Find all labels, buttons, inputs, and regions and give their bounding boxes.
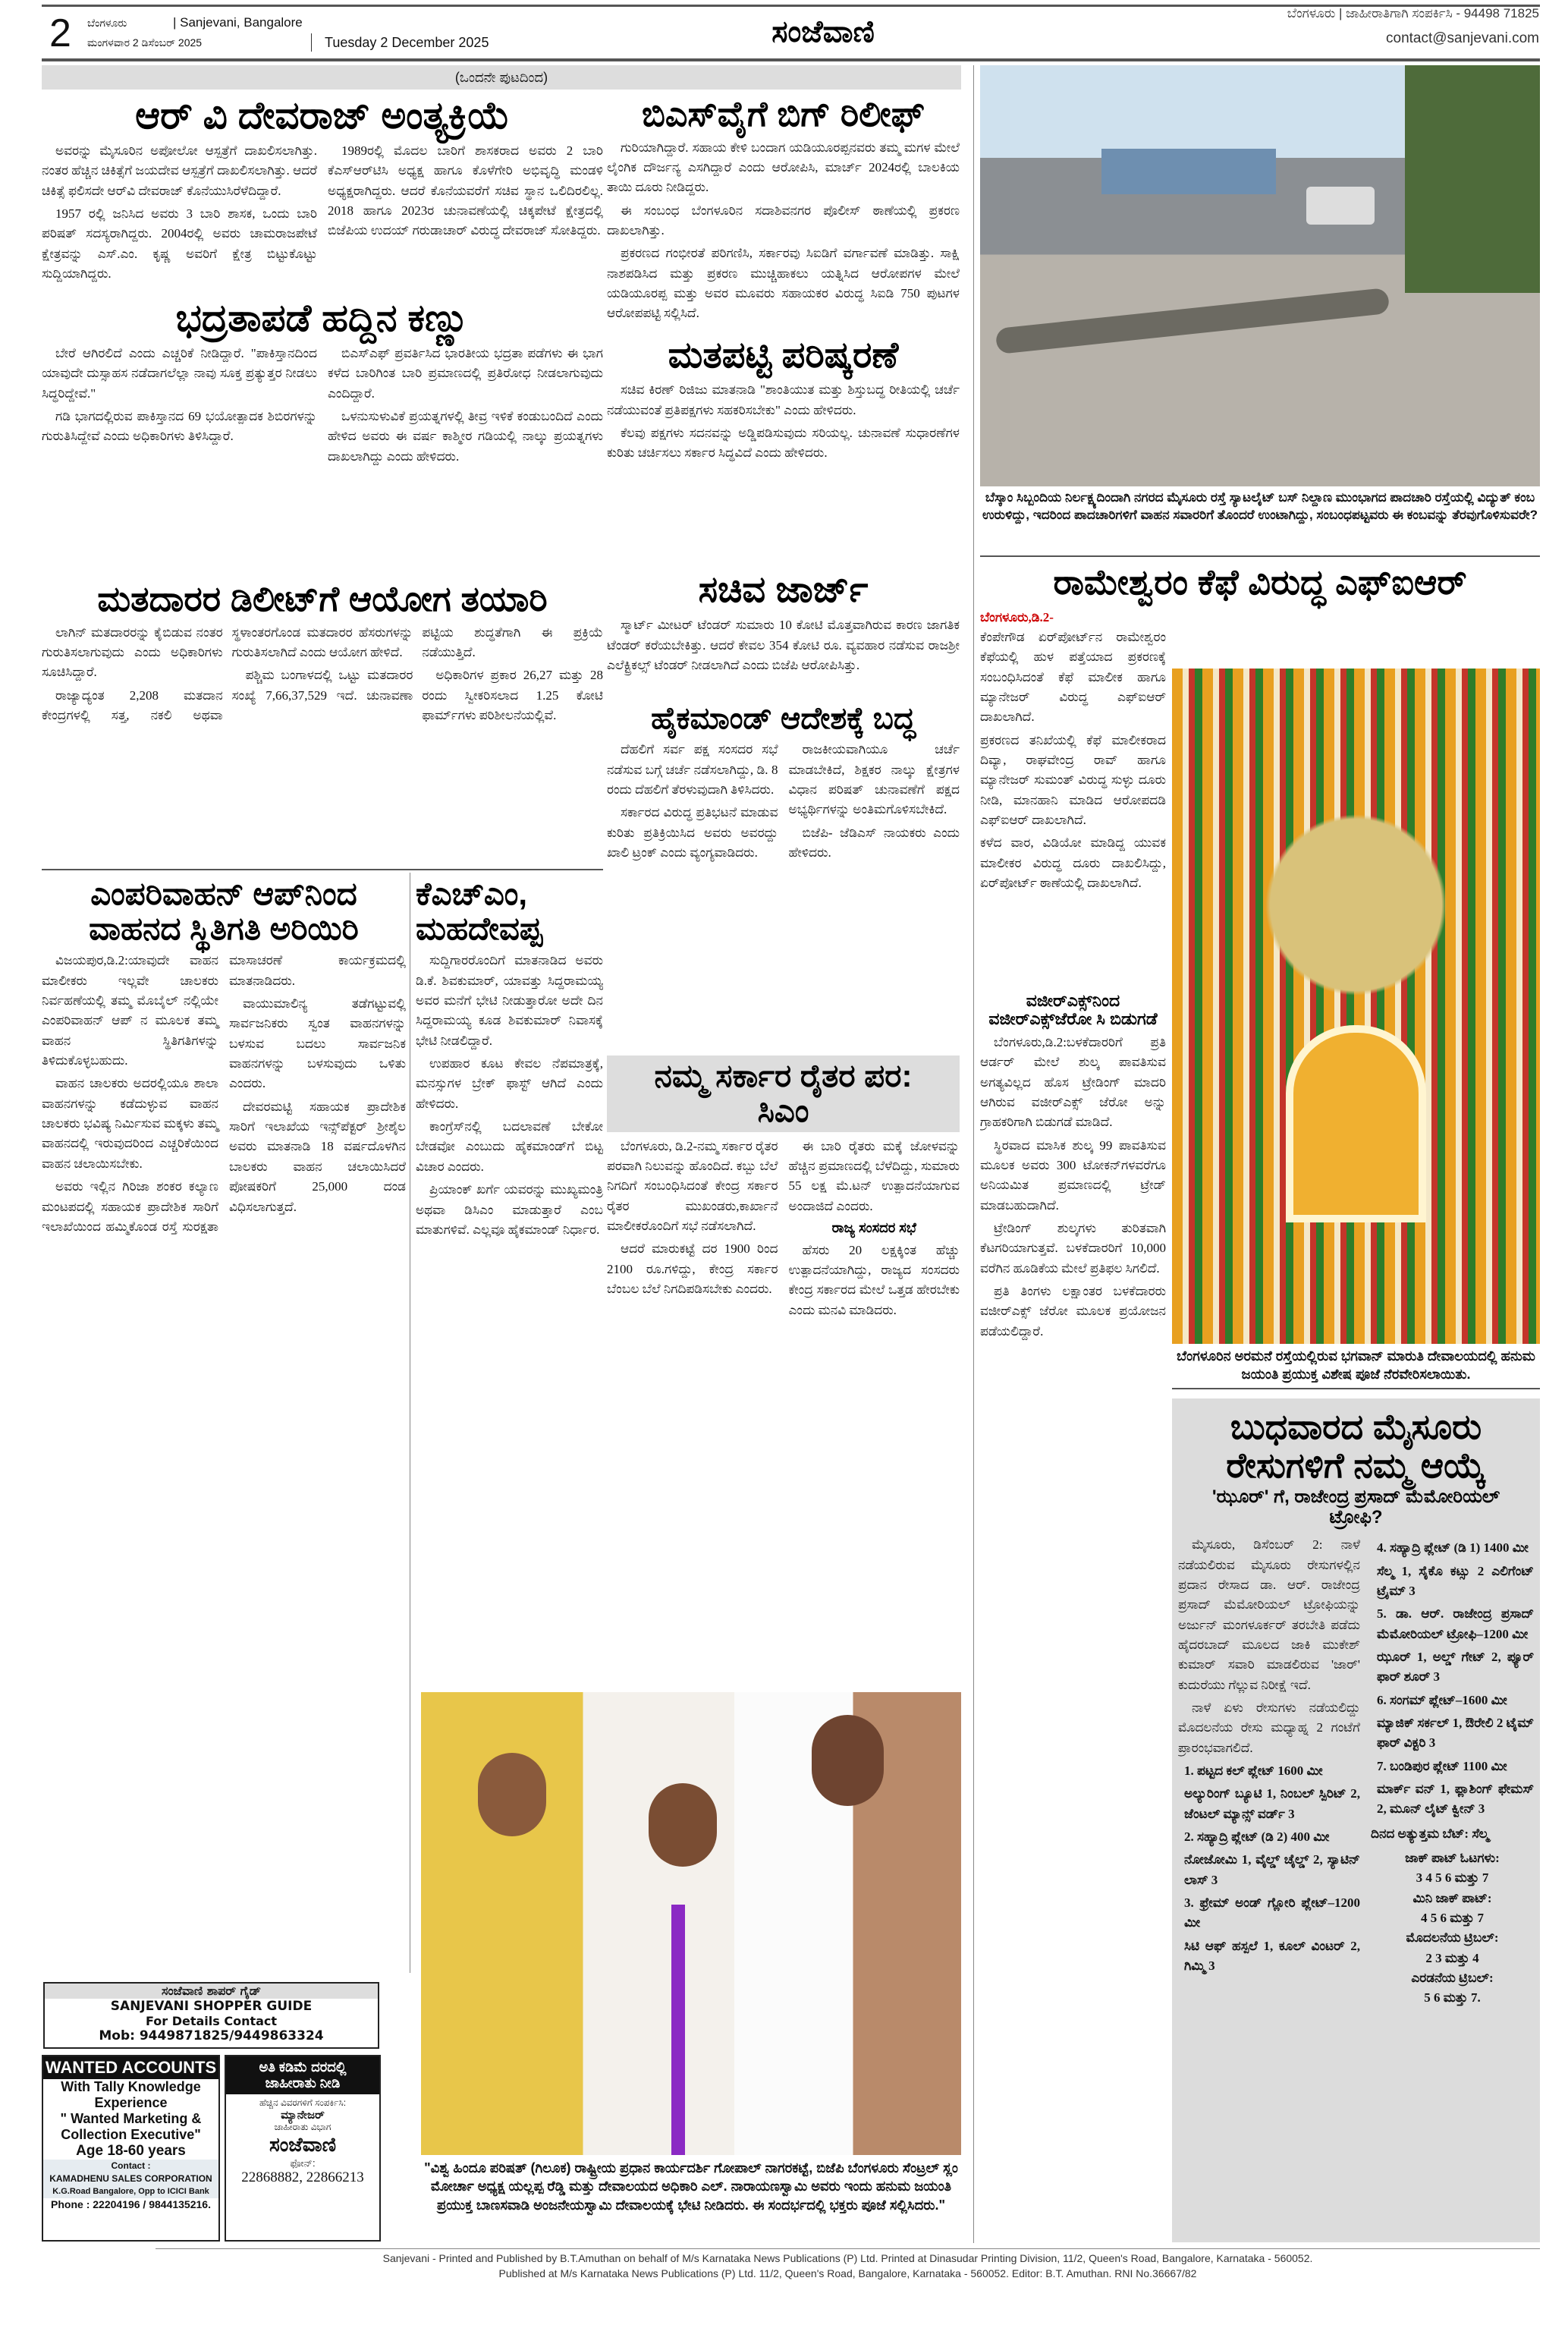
race-name: 3. ಫ್ರೇಮ್ ಅಂಡ್ ಗ್ಲೋರಿ ಪ್ಲೇಟ್–1200 ಮೀ [1184,1896,1360,1930]
wanted-line: " Wanted Marketing & [60,2111,202,2126]
paragraph: 1957 ರಲ್ಲಿ ಜನಿಸಿದ ಅವರು 3 ಬಾರಿ ಶಾಸಕ, ಒಂದು ಬಾರಿ ಪರಿಷತ್ ಸದಸ್ಯರಾಗಿದ್ದರು. 2004ರಲ್ಲಿ ಅವರು ಚಾಮರಾಜಪೇಟೆ ಕ್ಷೇತ್ರವನ್ನು ಎಸ್.ಎಂ. ಕೃಷ್ಣ ಅವರಿಗೆ ಕ್ಷೇತ್ರ ಬಿಟ್ಟುಕೊಟ್ಟು ಸುದ್ದಿಯಾಗಿದ್ದರು. [42,206,317,282]
paragraph: ಬೆಂಗಳೂರು, ಡಿ.2-ನಮ್ಮ ಸರ್ಕಾರ ರೈತರ ಪರವಾಗಿ ನಿಲುವನ್ನು ಹೊಂದಿದೆ. ಕಬ್ಬು ಬೆಲೆ ನಿಗದಿಗೆ ಸಂಬಂಧಿಸಿದಂತೆ ಕೇಂದ್ರ ಸರ್ಕಾರ ರೈತರ ಮುಖಂಡರು,ಕಾರ್ಖಾನೆ ಮಾಲೀಕರೊಂದಿಗೆ ಸಭೆ ನಡೆಸಲಾಗಿದೆ. [607,1138,778,1233]
temple-photo-caption: ಬೆಂಗಳೂರಿನ ಅರಮನೆ ರಸ್ತೆಯಲ್ಲಿರುವ ಭಗವಾನ್ ಮಾರುತಿ ದೇವಾಲಯದಲ್ಲಿ ಹನುಮ ಜಯಂತಿ ಪ್ರಯುಕ್ತ ವಿಶೇಷ ಪೂಜೆ ನೆರವೇರಿಸಲಾಯಿತು. [1177,1348,1535,1382]
paragraph: ವಾಹನ ಚಾಲಕರು ಅದರಲ್ಲಿಯೂ ಶಾಲಾ ವಾಹನಗಳನ್ನು ಕಡೆದುಳ್ಳುವ ವಾಹನ ಚಾಲಕರು ಭವಿಷ್ಯ ನಿರ್ಮಿಸುವ ಮಕ್ಕಳು ತಮ್ಮ ವಾಹನದಲ್ಲಿ ಇರುವುದರಿಂದ ಎಚ್ಚರಿಕೆಯಿಂದ ವಾಹನ ಚಲಾಯಿಸಬೇಕು. [42,1076,218,1171]
paragraph: ದೇವರಮಟ್ಟಿ ಸಹಾಯಕ ಪ್ರಾದೇಶಿಕ ಸಾರಿಗೆ ಇಲಾಖೆಯ ಇನ್ಸ್‌ಪೆಕ್ಟರ್ ಶ್ರೀಶೈಲ ಅವರು ಮಾತನಾಡಿ 18 ವರ್ಷದೊಳಗಿನ ಬಾಲಕರು ವಾಹನ ಚಲಾಯಿಸಿದರೆ ಪೋಷಕರಿಗೆ 25,000 ದಂಡ ವಿಧಿಸಲಾಗುತ್ತದೆ. [229,1099,406,1214]
dateline: ಬೆಂಗಳೂರು,ಡಿ.2- [980,609,1054,625]
paragraph: ಗಡಿ ಭಾಗದಲ್ಲಿರುವ ಪಾಕಿಸ್ತಾನದ 69 ಭಯೋತ್ಪಾದಕ ಶಿಬಿರಗಳನ್ನು ಗುರುತಿಸಿದ್ದೇವೆ ಎಂದು ಅಧಿಕಾರಿಗಳು ತಿಳಿಸಿದ್ದಾರೆ. [42,409,317,444]
paragraph: ವಾಯುಮಾಲಿನ್ಯ ತಡೆಗಟ್ಟುವಲ್ಲಿ ಸಾರ್ವಜನಿಕರು ಸ್ವಂತ ವಾಹನಗಳನ್ನು ಬಳಸುವ ಬದಲು ಸಾರ್ವಜನಿಕ ವಾಹನಗಳನ್ನು ಬಳಸುವುದು ಒಳಿತು ಎಂದರು. [229,996,406,1091]
ad-contact: ಬೆಂಗಳೂರು | ಜಾಹೀರಾತಿಗಾಗಿ ಸಂಪರ್ಕಿಸಿ - 94498 71825 [1287,6,1539,20]
car [1306,187,1375,225]
wanted-line: With Tally Knowledge [61,2079,201,2094]
best-bet: ದಿನದ ಅತ್ಯುತ್ತಮ ಬೆಟ್: ಸೆಲ್ಮ [1371,1826,1489,1841]
shopper-title-kn: ಸಂಜೆವಾಣಿ ಶಾಪರ್ ಗೈಡ್ [45,1984,378,1999]
paragraph: ಆದರೆ ಮಾರುಕಟ್ಟೆ ದರ 1900 ರಿಂದ 2100 ರೂ.ಗಳಿದ್ದು, ಕೇಂದ್ರ ಸರ್ಕಾರ ಬೆಂಬಲ ಬೆಲೆ ನಿಗದಿಪಡಿಸಬೇಕು ಎಂದರು. [607,1241,778,1296]
paragraph: ವಿಜಯಪುರ,ಡಿ.2:ಯಾವುದೇ ವಾಹನ ಮಾಲೀಕರು ಇಲ್ಲವೇ ಚಾಲಕರು ನಿರ್ವಹಣೆಯಲ್ಲಿ ತಮ್ಮ ಮೊಬೈಲ್ ನಲ್ಲಿಯೇ ಎಂಪರಿವಾಹನ್ ಆಪ್ ನ ಮೂಲಕ ತಮ್ಮ ವಾಹನ ಸ್ಥಿತಿಗತಿಗಳನ್ನು ತಿಳಿದುಕೊಳ್ಳಬಹುದು. [42,953,218,1068]
wanted-line: Collection Executive" [61,2127,201,2142]
paragraph: ಅವರು ಇಲ್ಲಿನ ಗಿರಿಜಾ ಶಂಕರ ಕಲ್ಯಾಣ ಮಂಟಪದಲ್ಲಿ ಸಹಾಯಕ ಪ್ರಾದೇಶಿಕ ಸಾರಿಗೆ ಇಲಾಖೆಯಿಂದ ಹಮ್ಮಿಕೊಂಡ ರಸ್ತೆ ಸುರಕ್ಷತಾ ಮಾಸಾಚರಣೆ ಕಾರ್ಯಕ್ರಮದಲ್ಲಿ ಮಾತನಾಡಿದರು. [42,953,406,1234]
article-farmers [607,1137,960,1685]
parivahan-stack [42,876,406,1969]
paragraph: ಸ್ಮಾರ್ಟ್ ಮೀಟರ್ ಟೆಂಡರ್ ಸುಮಾರು 10 ಕೋಟಿ ಮೊತ್ತವಾಗಿರುವ ಕಾರಣ ಜಾಗತಿಕ ಟೆಂಡರ್ ಕರೆಯಬೇಕಿತ್ತು. ಆದರೆ ಕೇವಲ 354 ಕೋಟಿ ರೂ. ವ್ಯವಹಾರ ನಡೆಸುವ ರಾಜಶ್ರೀ ಎಲೆಕ್ಟ್ರಿಕಲ್ಸ್ ಟೆಂಡರ್ ನೀಡಲಾಗಿದೆ ಎಂದು ಬಿಜೆಪಿ ಆರೋಪಿಸಿತ್ತು. [607,618,960,672]
article-george [607,615,960,697]
email: contact@sanjevani.com [1386,30,1539,46]
paragraph: ಪಶ್ಚಿಮ ಬಂಗಾಳದಲ್ಲಿ ಒಟ್ಟು ಮತದಾರರ ಸಂಖ್ಯೆ 7,66,37,529 ಇದೆ. ಚುನಾವಣಾ ಪಟ್ಟಿಯ ಶುದ್ಧತೆಗಾಗಿ ಈ ಪ್ರಕ್ರಿಯೆ ನಡೆಯುತ್ತಿದೆ. [231,625,603,703]
paragraph: 1989ರಲ್ಲಿ ಮೊದಲ ಬಾರಿಗೆ ಶಾಸಕರಾದ ಅವರು 2 ಬಾರಿ ಕೆಎಸ್‌ಆರ್‌ಟಿಸಿ ಅಧ್ಯಕ್ಷ ಹಾಗೂ ಕೊಳೆಗೇರಿ ಅಭಿವೃದ್ಧಿ ಮಂಡಳಿ ಅಧ್ಯಕ್ಷರಾಗಿದ್ದರು. ಆದರೆ ಕೊನೆಯವರೆಗೆ ಸಚಿವ ಸ್ಥಾನ ಒಲಿದಿರಲಿಲ್ಲ. 2018 ಹಾಗೂ 2023ರ ಚುನಾವಣೆಯಲ್ಲಿ ಚಿಕ್ಕಪೇಟೆ ಕ್ಷೇತ್ರದಲ್ಲಿ ಬಿಜೆಪಿಯ ಉದಯ್ ಗರುಡಾಚಾರ್ ವಿರುದ್ಧ ದೇವರಾಜ್ ಸೋತಿದ್ದರು. [328,143,603,238]
race-picks: ಮಾರ್ಕ್ ವನ್ 1, ಫ್ಲಾಶಿಂಗ್ ಫೇಮಸ್ 2, ಮೂನ್ ಲೈಟ್ ಕ್ವೀನ್ 3 [1377,1781,1534,1817]
article-parivahan [42,951,406,1969]
wanted-address: K.G.Road Bangalore, Opp to ICICI Bank [52,2187,209,2196]
right-stack [980,563,1540,2242]
paragraph: ಸರ್ಕಾರದ ವಿರುದ್ಧ ಪ್ರತಿಭಟನೆ ಮಾಡುವ ಕುರಿತು ಪ್ರತಿಕ್ರಿಯಿಸಿದ ಅವರು ಅವರದ್ದು ಖಾಲಿ ಟ್ರಂಕ್ ಎಂದು ವ್ಯಂಗ್ಯವಾಡಿದರು. [607,805,778,860]
race-name: 4. ಸಹ್ಯಾದ್ರಿ ಪ್ಲೇಟ್ (ಡಿ 1) 1400 ಮೀ [1377,1540,1529,1556]
article-highcommand [607,740,960,1051]
date-kn: ಮಂಗಳವಾರ 2 ಡಿಸೆಂಬರ್ 2025 [87,36,203,49]
city-kn: ಬೆಂಗಳೂರು [87,17,127,29]
wanted-title: WANTED ACCOUNTS [43,2056,218,2079]
person-head [812,1715,884,1806]
headline-voters: ಮತದಾರರ ಡಿಲೀಟ್‌ಗೆ ಆಯೋಗ ತಯಾರಿ [97,579,548,618]
temple-rule [1172,1388,1540,1389]
shopper-contact: For Details Contact [145,2014,278,2028]
group-photo [421,1692,961,2155]
article-voters [42,623,603,865]
paragraph: ಕಳೆದ ವಾರ, ವಿಡಿಯೋ ಮಾಡಿದ್ದ ಯುವಕ ಮಾಲೀಕರ ವಿರುದ್ಧ ದೂರು ದಾಖಲಿಸಿದ್ದು, ಏರ್‌ಪೋರ್ಟ್ ಠಾಣೆಯಲ್ಲಿ ದಾಖಲಾಗಿದೆ. [980,835,1166,891]
masthead-rule [42,58,1540,61]
paragraph: ಕೆಲವು ಪಕ್ಷಗಳು ಸದನವನ್ನು ಅಡ್ಡಿಪಡಿಸುವುದು ಸರಿಯಲ್ಲ. ಚುನಾವಣೆ ಸುಧಾರಣೆಗಳ ಕುರಿತು ಚರ್ಚಿಸಲು ಸರ್ಕಾರ ಸಿದ್ಧವಿದೆ ಎಂದು ಹೇಳಿದರು. [607,426,960,461]
deity-shrine [1286,1025,1426,1222]
headline-george: ಸಚಿವ ಜಾರ್ಜ್ [698,570,869,611]
pool-label: ಎರಡನೆಯ ಟ್ರಿಬಲ್: [1411,1971,1494,1986]
pool-label: ಮೊದಲನೆಯ ಟ್ರಿಬಲ್: [1406,1930,1499,1946]
shopper-mobile: Mob: 9449871825/9449863324 [99,2028,324,2043]
article-bsy [607,138,960,332]
headline-khm: ಕೆಎಚ್‌ಎಂ, ಮಹದೇವಪ್ಪ [416,876,543,947]
paragraph: ಲಾಗಿನ್ ಮತದಾರರನ್ನು ಕೈಬಿಡುವ ನಂತರ ಗುರುತಿಸಲಾಗುವುದು ಎಂದು ಅಧಿಕಾರಿಗಳು ಸೂಚಿಸಿದ್ದಾರೆ. [42,625,223,680]
wanted-line: Experience [94,2095,168,2110]
masthead-logo: ಸಂಜೆವಾಣಿ [771,15,875,49]
right-wide-column [1172,608,1540,2242]
wanted-company: KAMADHENU SALES CORPORATION [49,2173,212,2184]
paragraph: ಅವರನ್ನು ಮೈಸೂರಿನ ಅಪೋಲೋ ಆಸ್ಪತ್ರೆಗೆ ದಾಖಲಿಸಲಾಗಿತ್ತು. ನಂತರ ಹೆಚ್ಚಿನ ಚಿಕಿತ್ಸೆಗೆ ಜಯದೇವ ಆಸ್ಪತ್ರೆಗೆ ದಾಖಲಿಸಲಾಗಿತ್ತು. ಆದರೆ ಚಿಕಿತ್ಸೆ ಫಲಿಸದೇ ಆರ್‌ವಿ ದೇವರಾಜ್ ಕೊನೆಯುಸಿರೆಳೆದಿದ್ದಾರೆ. [42,143,317,198]
paragraph: ಹೆಸರು 20 ಲಕ್ಷಕ್ಕಿಂತ ಹೆಚ್ಚು ಉತ್ಪಾದನೆಯಾಗಿದ್ದು, ರಾಜ್ಯದ ಸಂಸದರು ಕೇಂದ್ರ ಸರ್ಕಾರದ ಮೇಲೆ ಒತ್ತಡ ಹೇರಬೇಕು ಎಂದು ಮನವಿ ಮಾಡಿದರು. [788,1242,960,1317]
left-top-stack [42,95,603,865]
pool-value: 4 5 6 ಮತ್ತು 7 [1420,1911,1485,1925]
race-name: 2. ಸಹ್ಯಾದ್ರಿ ಪ್ಲೇಟ್ (ಡಿ 2) 400 ಮೀ [1184,1829,1330,1844]
paragraph: ಬಿಎಸ್‌ಎಫ್ ಪ್ರವರ್ತಿಸಿದ ಭಾರತೀಯ ಭದ್ರತಾ ಪಡೆಗಳು ಈ ಭಾಗ ಕಳೆದ ಬಾರಿಗಿಂತ ಬಾರಿ ಪ್ರಮಾಣದಲ್ಲಿ ಪ್ರತಿರೋಧ ನೀಡಲಾಗುವುದು ಎಂದಿದ್ದಾರೆ. [328,346,603,401]
rates-line: ಮ್ಯಾನೇಜರ್ [281,2109,325,2122]
page-number: 2 [49,11,71,55]
rates-phones: 22868882, 22866213 [241,2169,364,2185]
race-tips-box [1172,1398,1540,2242]
paragraph: ನಾಳೆ ಏಳು ರೇಸುಗಳು ನಡೆಯಲಿದ್ದು ಮೊದಲನೆಯ ರೇಸು ಮಧ್ಯಾಹ್ನ 2 ಗಂಟೆಗೆ ಪ್ರಾರಂಭವಾಗಲಿದೆ. [1178,1700,1360,1755]
footer-imprint: Sanjevani - Printed and Published by B.T.Amuthan on behalf of M/s Karnataka News Publications (P) Ltd. Printed at Dinasudar Printing Division, 11/2, Queen's Road, Bangalore, Karnataka - 560052. [382,2252,1313,2264]
paragraph: ಒಳನುಸುಳುವಿಕೆ ಪ್ರಯತ್ನಗಳಲ್ಲಿ ತೀವ್ರ ಇಳಿಕೆ ಕಂಡುಬಂದಿದೆ ಎಂದು ಹೇಳಿದ ಅವರು ಈ ವರ್ಷ ಕಾಶ್ಮೀರ ಗಡಿಯಲ್ಲಿ ನಾಲ್ಕು ಪ್ರಯತ್ನಗಳು ದಾಖಲಾಗಿದ್ದು ಎಂದು ಹೇಳಿದರು. [328,409,603,464]
headline-parivahan: ಎಂಪರಿವಾಹನ್ ಆಪ್‌ನಿಂದ ವಾಹನದ ಸ್ಥಿತಿಗತಿ ಅರಿಯಿರಿ [89,876,359,947]
date-divider [311,33,312,52]
subhead-mps-meeting: ರಾಜ್ಯ ಸಂಸದರ ಸಭೆ [831,1219,916,1235]
tree [1405,65,1540,293]
rates-title: ಅತಿ ಕಡಿಮೆ ದರದಲ್ಲಿ [259,2059,347,2075]
race-name: 5. ಡಾ. ಆರ್. ರಾಜೇಂದ್ರ ಪ್ರಸಾದ್ ಮೆಮೋರಿಯಲ್ ಟ್ರೋಫಿ–1200 ಮೀ [1377,1606,1534,1641]
race-picks: ಸಿಟಿ ಆಫ್ ಹಸ್ಪಲೆ 1, ಕೂಲ್ ವಿಂಟರ್ 2, ಗಿಮ್ಮಿ 3 [1184,1938,1360,1974]
wanted-ad [42,2055,220,2242]
paragraph: ಉಪಹಾರ ಕೂಟ ಕೇವಲ ನೆಪಮಾತ್ರಕ್ಕೆ, ಮನಸ್ಸುಗಳ ಬ್ರೇಕ್ ಫಾಸ್ಟ್ ಆಗಿದೆ ಎಂದು ಹೇಳಿದರು. [416,1056,603,1111]
pole-photo-caption: ಬೆಸ್ಕಾಂ ಸಿಬ್ಬಂದಿಯ ನಿರ್ಲಕ್ಷ್ಯದಿಂದಾಗಿ ನಗರದ ಮೈಸೂರು ರಸ್ತೆ ಸ್ಯಾಟಲೈಟ್ ಬಸ್ ನಿಲ್ದಾಣ ಮುಂಭಾಗದ ಪಾದಚಾರಿ ರಸ್ತೆಯಲ್ಲಿ ವಿದ್ಯುತ್ ಕಂಬ ಉರುಳಿದ್ದು, ಇದರಿಂದ ಪಾದಚಾರಿಗಳಿಗೆ ವಾಹನ ಸವಾರರಿಗೆ ತೊಂದರೆ ಉಂಟಾಗಿದ್ದು, ಸಂಬಂಧಪಟ್ಟವರು ಈ ಕಂಬವನ್ನು ತೆರವುಗೊಳಿಸುವರೇ? [982,490,1538,522]
continued-banner: (ಒಂದನೇ ಪುಟದಿಂದ) [42,65,961,90]
fallen-pole-photo [980,65,1540,486]
race-picks: ಝೂರ್ 1, ಅಲ್ಡ್ ಗೇಟ್ 2, ಪ್ಯೂರ್ ಫಾರ್ ಶೂರ್ 3 [1377,1649,1534,1685]
article-devaraj [42,141,603,293]
race-picks: ಮ್ಯಾಜಿಕ್ ಸರ್ಕಲ್ 1, ಔರೇಲಿ 2 ಟೈಮ್ ಫಾರ್ ವಿಕ್ಟರಿ 3 [1377,1715,1534,1751]
paragraph: ಮೈಸೂರು, ಡಿಸೆಂಬರ್ 2: ನಾಳೆ ನಡೆಯಲಿರುವ ಮೈಸೂರು ರೇಸುಗಳಲ್ಲಿನ ಪ್ರದಾನ ರೇಸಾದ ಡಾ. ಆರ್. ರಾಜೇಂದ್ರ ಪ್ರಸಾದ್ ಮೆಮೋರಿಯಲ್ ಟ್ರೋಫಿಯನ್ನು ಅರ್ಜುನ್ ಮಂಗಳೂರ್ಕರ್ ತರಬೇತಿ ಪಡೆದು ಹೈದರಬಾದ್ ಮೂಲದ ಜಾಕಿ ಮುಕೇಶ್ ಕುಮಾರ್ ಸವಾರಿ ಮಾಡಲಿರುವ 'ಜಾರ್' ಕುದುರೆಯು ಗೆಲ್ಲುವ ನಿರೀಕ್ಷೆ ಇದೆ. [1178,1537,1360,1692]
article-wazirx [980,1033,1166,2242]
article-rameshwaram [980,608,1166,987]
paragraph: ಗುರಿಯಾಗಿದ್ದಾರೆ. ಸಹಾಯ ಕೇಳಿ ಬಂದಾಗ ಯಡಿಯೂರಪ್ಪನವರು ತಮ್ಮ ಮಗಳ ಮೇಲೆ ಲೈಂಗಿಕ ದೌರ್ಜನ್ಯ ಎಸಗಿದ್ದಾರೆ ಎಂದು ಆರೋಪಿಸಿ, ಮಾರ್ಚ್ 2024ರಲ್ಲಿ ಬಾಲಕಿಯ ತಾಯಿ ದೂರು ನೀಡಿದ್ದರು. [607,140,960,195]
paragraph: ಪ್ರತಿ ತಿಂಗಳು ಲಕ್ಷಾಂತರ ಬಳಕೆದಾರರು ವಜೀರ್‌ಎಕ್ಸ್ ಜೆರೋ ಮೂಲಕ ಪ್ರಯೋಜನ ಪಡೆಯಲಿದ್ದಾರೆ. [980,1284,1166,1339]
race-picks: ನೋಜೋಮಿ 1, ವೈಲ್ಡ್ ಚೈಲ್ಡ್ 2, ಸ್ಯಾಟಿನ್ ಲಾಸ್ 3 [1184,1852,1360,1887]
person-head [478,1753,546,1836]
middle-stack [607,95,960,1685]
headline-farmers: ನಮ್ಮ ಸರ್ಕಾರ ರೈತರ ಪರ: ಸಿಎಂ [607,1056,960,1131]
paragraph: ಕೆಂಪೇಗೌಡ ಏರ್‌ಪೋರ್ಟ್‌ನ ರಾಮೇಶ್ವರಂ ಕೆಫೆಯಲ್ಲಿ ಹುಳ ಪತ್ತೆಯಾದ ಪ್ರಕರಣಕ್ಕೆ ಸಂಬಂಧಿಸಿದಂತೆ ಕೆಫೆ ಮಾಲೀಕ ಹಾಗೂ ಮ್ಯಾನೇಜರ್ ವಿರುದ್ಧ ಎಫ್‌ಐಆರ್ ದಾಖಲಾಗಿದೆ. [980,629,1166,725]
right-narrow-column [980,608,1166,2242]
temple-photo [1172,669,1540,1344]
pool-label: ಮಿನಿ ಜಾಕ್ ಪಾಟ್: [1412,1890,1492,1905]
shopper-title: SANJEVANI SHOPPER GUIDE [110,1999,313,2014]
shopper-guide-ad [43,1982,379,2049]
rates-title: ಜಾಹೀರಾತು ನೀಡಿ [265,2075,341,2091]
date-en: Tuesday 2 December 2025 [325,35,489,50]
pool-value: 2 3 ಮತ್ತು 4 [1425,1950,1479,1965]
subhead-races: 'ಝೂರ್' ಗೆ, ರಾಜೇಂದ್ರ ಪ್ರಸಾದ್ ಮೆಮೋರಿಯಲ್ ಟ್ರೋಫಿ? [1211,1487,1500,1527]
paragraph: ಬೇರೆ ಆಗಿರಲಿದೆ ಎಂದು ಎಚ್ಚರಿಕೆ ನೀಡಿದ್ದಾರೆ. "ಪಾಕಿಸ್ತಾನದಿಂದ ಯಾವುದೇ ದುಸ್ಸಾಹಸ ನಡೆದಾಗಲೆಲ್ಲಾ ನಾವು ಸೂಕ್ತ ಪ್ರತ್ಯುತ್ತರ ನೀಡಲು ಸಿದ್ಧರಿದ್ದೇವೆ." [42,346,317,401]
paragraph: ಸ್ಥಿರವಾದ ಮಾಸಿಕ ಶುಲ್ಕ 99 ಪಾವತಿಸುವ ಮೂಲಕ ಅವರು 300 ಟೋಕನ್‌ಗಳವರೆಗೂ ಅನಿಯಮಿತ ಪ್ರಮಾಣದಲ್ಲಿ ಟ್ರೇಡ್ ಮಾಡಬಹುದಾಗಿದೆ. [980,1137,1166,1213]
article-security [42,344,603,575]
headline-wazirx: ವಜೀರ್‌ಎಕ್ಸ್‌ನಿಂದ ವಜೀರ್‌ಎಕ್ಸ್‌ಜೆರೋ ಸಿ ಬಿಡುಗಡೆ [988,990,1158,1028]
paragraph: ಪ್ರಕರಣದ ತನಿಖೆಯಲ್ಲಿ ಕೆಫೆ ಮಾಲೀಕರಾದ ದಿವ್ಯಾ, ರಾಘವೇಂದ್ರ ರಾವ್ ಹಾಗೂ ಮ್ಯಾನೇಜರ್ ಸುಮಂತ್ ವಿರುದ್ಧ ಸುಳ್ಳು ದೂರು ನೀಡಿ, ಮಾನಹಾನಿ ಮಾಡಿದ ಆರೋಪದಡಿ ಎಫ್‌ಐಆರ್ ದಾಖಲಾಗಿದೆ. [980,732,1166,828]
paragraph: ಟ್ರೇಡಿಂಗ್ ಶುಲ್ಕಗಳು ತುರಿತವಾಗಿ ಕೆಟಗರಿಯಾಗುತ್ತವೆ. ಬಳಕೆದಾರರಿಗೆ 10,000 ವರೆಗಿನ ಹೂಡಿಕೆಯ ಮೇಲೆ ಪ್ರತಿಫಲ ಸಿಗಲಿದೆ. [980,1221,1166,1276]
wanted-line: Age 18-60 years [76,2143,186,2159]
paragraph: ಪ್ರಿಯಾಂಕ್ ಖರ್ಗೆ ಯವರನ್ನು ಮುಖ್ಯಮಂತ್ರಿ ಅಥವಾ ಡಿಸಿಎಂ ಮಾಡುತ್ತಾರೆ ಎಂಬ ಮಾತುಗಳಿವೆ. ಎಲ್ಲವೂ ಹೈಕಮಾಂಡ್ ನಿರ್ಧಾರ. [416,1182,603,1237]
race-picks: ಅಲ್ಯುರಿಂಗ್ ಬ್ಯೂಟಿ 1, ನಿಂಬಲ್ ಸ್ಪಿರಿಟ್ 2, ಜೆಂಟಲ್ ಮ್ಯಾನ್ಸ್ ವರ್ಡ್ 3 [1184,1786,1360,1821]
wanted-contact-label: Contact : [111,2160,151,2171]
rates-line: ಹೆಚ್ಚಿನ ವಿವರಗಳಿಗೆ ಸಂಪರ್ಕಿಸಿ: [259,2097,347,2108]
paragraph: ರಾಜಕೀಯವಾಗಿಯೂ ಚರ್ಚೆ ಮಾಡಬೇಕಿದೆ, ಶಿಕ್ಷಕರ ನಾಲ್ಕು ಕ್ಷೇತ್ರಗಳ ವಿಧಾನ ಪರಿಷತ್ ಚುನಾವಣೆಗೆ ಪಕ್ಷದ ಅಭ್ಯರ್ಥಿಗಳನ್ನು ಅಂತಿಮಗೊಳಿಸಬೇಕಿದೆ. [788,742,960,817]
rates-logo: ಸಂಜೆವಾಣಿ [269,2133,337,2156]
paragraph: ರಾಜ್ಯಾದ್ಯಂತ 2,208 ಮತದಾನ ಕೇಂದ್ರಗಳಲ್ಲಿ ಸತ್ತ, ನಕಲಿ ಅಥವಾ ಸ್ಥಳಾಂತರಗೊಂಡ ಮತದಾರರ ಹೆಸರುಗಳನ್ನು ಗುರುತಿಸಲಾಗಿದೆ ಎಂದು ಆಯೋಗ ಹೇಳಿದೆ. [42,625,413,722]
paragraph: ಸಚಿವ ಕಿರಣ್ ರಿಜಿಜು ಮಾತನಾಡಿ "ಶಾಂತಿಯುತ ಮತ್ತು ಶಿಸ್ತುಬದ್ಧ ರೀತಿಯಲ್ಲಿ ಚರ್ಚೆ ನಡೆಯುವಂತೆ ಪ್ರತಿಪಕ್ಷಗಳು ಸಹಕರಿಸಬೇಕು" ಎಂದು ಹೇಳಿದರು. [607,382,960,417]
ad-rates-ad [225,2055,381,2242]
wanted-phone: Phone : 22204196 / 9844135216. [51,2198,211,2210]
paragraph: ದೆಹಲಿಗೆ ಸರ್ವ ಪಕ್ಷ ಸಂಸದರ ಸಭೆ ನಡೆಸುವ ಬಗ್ಗೆ ಚರ್ಚೆ ನಡೆಸಲಾಗಿದ್ದು, ಡಿ. 8 ರಂದು ದೆಹಲಿಗೆ ತೆರಳುವುದಾಗಿ ತಿಳಿಸಿದರು. [607,742,778,797]
headline-highcommand: ಹೈಕಮಾಂಡ್ ಆದೇಶಕ್ಕೆ ಬದ್ಧ [651,702,916,736]
right-rule [980,555,1540,557]
fallen-pole [995,288,1390,354]
headline-devaraj: ಆರ್ ವಿ ದೇವರಾಜ್ ಅಂತ್ಯಕ್ರಿಯೆ [135,95,510,137]
race-picks: ಸೆಲ್ಮ 1, ಸೈಕೊ ಕಟ್ಸು 2 ಎಲಿಗೆಂಟ್ ಟ್ರೈಮ್ 3 [1377,1563,1534,1598]
headline-races: ಬುಧವಾರದ ಮೈಸೂರು ರೇಸುಗಳಿಗೆ ನಮ್ಮ ಆಯ್ಕೆ [1226,1407,1486,1485]
paragraph: ಈ ಬಾರಿ ರೈತರು ಮಕ್ಕೆ ಜೋಳವನ್ನು ಹೆಚ್ಚಿನ ಪ್ರಮಾಣದಲ್ಲಿ ಬೆಳೆದಿದ್ದು, ಸುಮಾರು 55 ಲಕ್ಷ ಮೆ.ಟನ್ ಉತ್ಪಾದನೆಯಾಗುವ ಅಂದಾಜಿದೆ ಎಂದರು. [788,1138,960,1213]
headline-revision: ಮತಪಟ್ಟಿ ಪರಿಷ್ಕರಣೆ [668,335,899,376]
shawl [671,1905,685,2155]
paragraph: ಈ ಸಂಬಂಧ ಬೆಂಗಳೂರಿನ ಸದಾಶಿವನಗರ ಪೊಲೀಸ್ ಠಾಣೆಯಲ್ಲಿ ಪ್ರಕರಣ ದಾಖಲಾಗಿತ್ತು. [607,203,960,238]
headline-rameshwaram: ರಾಮೇಶ್ವರಂ ಕೆಫೆ ವಿರುದ್ಧ ಎಫ್‌ಐಆರ್ [1053,563,1467,602]
left-rule [42,869,603,870]
rameshwaram-paragraphs [980,628,1166,893]
race-name: 6. ಸಂಗಮ್ ಪ್ಲೇಟ್–1600 ಮೀ [1377,1692,1507,1707]
footer-publisher: Published at M/s Karnataka News Publications (P) Ltd. 11/2, Queen's Road, Bangalore, Karnataka - 560052. Editor: B.T. Amuthan. RNI No.36667/82 [498,2267,1197,2279]
paragraph: ಸುದ್ದಿಗಾರರೊಂದಿಗೆ ಮಾತನಾಡಿದ ಅವರು ಡಿ.ಕೆ. ಶಿವಕುಮಾರ್, ಯಾವತ್ತು ಸಿದ್ದರಾಮಯ್ಯ ಅವರ ಮನೆಗೆ ಭೇಟಿ ನೀಡುತ್ತಾರೋ ಅದೇ ದಿನ ಸಿದ್ದರಾಮಯ್ಯ ಕೂಡ ಶಿವಕುಮಾರ್ ನಿವಾಸಕ್ಕೆ ಭೇಟಿ ನೀಡಲಿದ್ದಾರೆ. [416,953,603,1048]
article-revision [607,380,960,566]
paragraph: ಬಿಜೆಪಿ- ಜೆಡಿಎಸ್ ನಾಯಕರು ಎಂದು ಹೇಳಿದರು. [788,825,960,860]
group-photo-caption: "ವಿಶ್ವ ಹಿಂದೂ ಪರಿಷತ್ (ಗಿಲೂಕ) ರಾಷ್ಟ್ರೀಯ ಪ್ರಧಾನ ಕಾರ್ಯದರ್ಶಿ ಗೋಪಾಲ್ ನಾಗರಕಟ್ಟೆ, ಬಿಜೆಪಿ ಬೆಂಗಳೂರು ಸೆಂಟ್ರಲ್ ಸ್ಲಂ ಮೋರ್ಚಾ ಅಧ್ಯಕ್ಷ ಯಲ್ಲಪ್ಪ ರೆಡ್ಡಿ ಮತ್ತು ದೇವಾಲಯದ ಅಧಿಕಾರಿ ಎಲ್. ನಾರಾಯಣಸ್ವಾಮಿ ಅವರು ಇಂದು ಹನುಮ ಜಯಂತಿ ಪ್ರಯುಕ್ತ ಬಾಣಸವಾಡಿ ಅಂಜನೇಯಸ್ವಾಮಿ ದೇವಾಲಯಕ್ಕೆ ಭೇಟಿ ನೀಡಿದರು. ಈ ಸಂದರ್ಭದಲ್ಲಿ ಭಕ್ತರು ಪೂಜೆ ಸಲ್ಲಿಸಿದರು." [424,2160,958,2213]
pool-value: 3 4 5 6 ಮತ್ತು 7 [1416,1870,1489,1886]
pool-label: ಜಾಕ್ ಪಾಟ್ ಓಟಗಳು: [1405,1850,1500,1865]
person-head [649,1783,717,1867]
footer-rule [156,2248,1540,2249]
paragraph: ಅಧಿಕಾರಿಗಳ ಪ್ರಕಾರ 26,27 ಮತ್ತು 28 ರಂದು ಸ್ವೀಕರಿಸಲಾದ 1.25 ಕೋಟಿ ಫಾರ್ಮ್‌ಗಳು ಪರಿಶೀಲನೆಯಲ್ಲಿವೆ. [422,668,603,722]
race-name: 1. ಪಟ್ಟದ ಕಲ್ ಪ್ಲೇಟ್ 1600 ಮೀ [1184,1763,1323,1778]
race-name: 7. ಬಂಡಿಪುರ ಪ್ಲೇಟ್ 1100 ಮೀ [1377,1758,1507,1773]
column-divider [973,65,974,2243]
edition: | Sanjevani, Bangalore [173,15,303,30]
right-row [980,608,1540,2242]
paragraph: ಬೆಂಗಳೂರು,ಡಿ.2:ಬಳಕೆದಾರರಿಗೆ ಪ್ರತಿ ಆರ್ಡರ್ ಮೇಲೆ ಶುಲ್ಕ ಪಾವತಿಸುವ ಅಗತ್ಯವಿಲ್ಲದ ಹೊಸ ಟ್ರೇಡಿಂಗ್ ಮಾದರಿ ಆಗಿರುವ ವಜೀರ್‌ಎಕ್ಸ್ ಜೆರೋ ಅನ್ನು ಗ್ರಾಹಕರಿಗಾಗಿ ಬಿಡುಗಡೆ ಮಾಡಿದೆ. [980,1034,1166,1130]
rates-phone-label: ಫೋನ್: [290,2157,316,2169]
paragraph: ಪ್ರಕರಣದ ಗಂಭೀರತೆ ಪರಿಗಣಿಸಿ, ಸರ್ಕಾರವು ಸಿಐಡಿಗೆ ವರ್ಗಾವಣೆ ಮಾಡಿತ್ತು. ಸಾಕ್ಷಿ ನಾಶಪಡಿಸಿದ ಮತ್ತು ಪ್ರಕರಣ ಮುಚ್ಚಿಹಾಕಲು ಯತ್ನಿಸಿದ ಆರೋಪಗಳ ಮೇಲೆ ಯಡಿಯೂರಪ್ಪ ಮತ್ತು ಅವರ ಮೂವರು ಸಹಾಯಕರ ವಿರುದ್ಧ ಸಿಐಡಿ 750 ಪುಟಗಳ ಆರೋಪಪಟ್ಟಿ ಸಲ್ಲಿಸಿದೆ. [607,246,960,321]
rates-line: ಜಾಹೀರಾತು ವಿಭಾಗ [274,2122,332,2132]
pool-value: 5 6 ಮತ್ತು 7. [1424,1990,1481,2006]
races-intro [1178,1535,1360,1758]
headline-bsy: ಬಿಎಸ್‌ವೈಗೆ ಬಿಗ್ ರಿಲೀಫ್ [641,95,925,134]
paragraph: ಕಾಂಗ್ರೆಸ್‌ನಲ್ಲಿ ಬದಲಾವಣೆ ಬೇಕೋ ಬೇಡವೋ ಎಂಬುದು ಹೈಕಮಾಂಡ್‌ಗೆ ಬಿಟ್ಟ ವಿಚಾರ ಎಂದರು. [416,1119,603,1174]
building [1101,149,1276,194]
headline-security: ಭದ್ರತಾಪಡೆ ಹದ್ದಿನ ಕಣ್ಣು [175,297,470,339]
